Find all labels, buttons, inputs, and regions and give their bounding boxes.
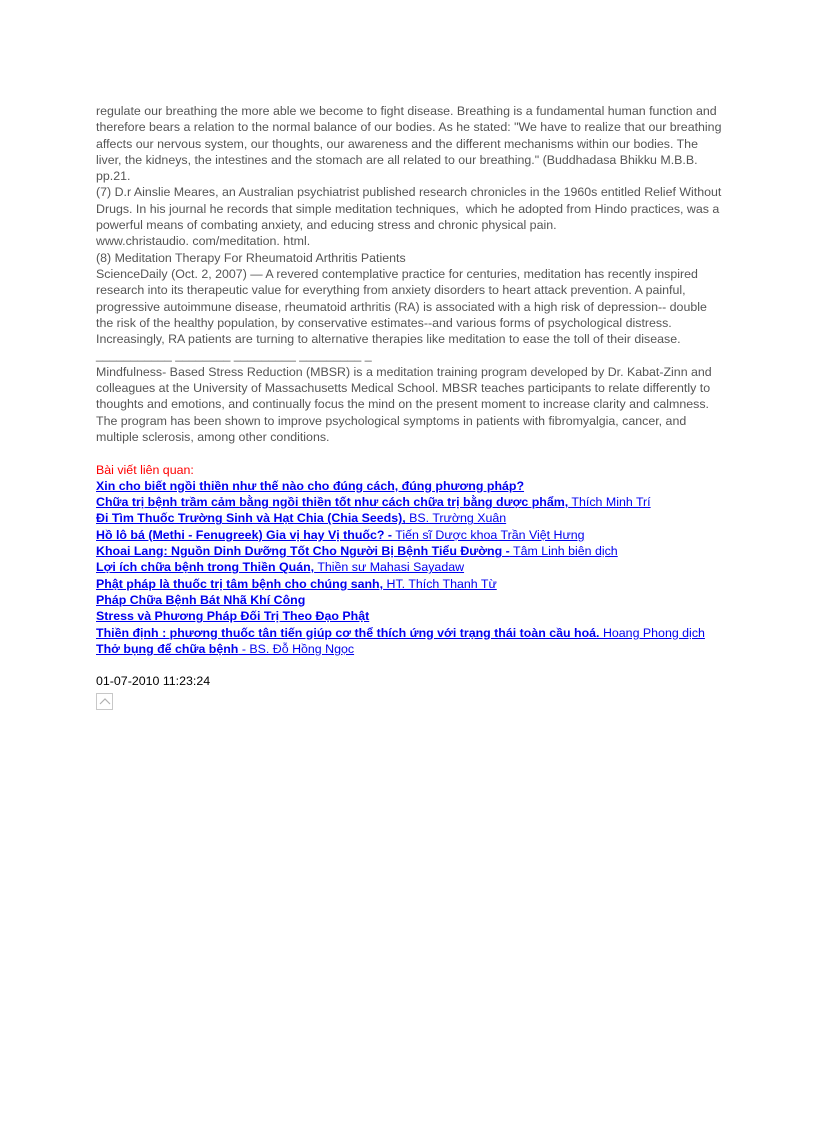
related-item [96,641,726,657]
related-item [96,494,726,510]
related-list [96,478,726,657]
related-link[interactable]: Pháp Chữa Bệnh Bát Nhã Khí Công [96,592,306,607]
related-item [96,592,726,608]
related-item [96,543,726,559]
paragraph-heading-8: (8) Meditation Therapy For Rheumatoid Arthritis Patients [96,250,406,265]
post-timestamp: 01-07-2010 11:23:24 [96,674,211,689]
related-link[interactable]: Chữa trị bệnh trầm cảm bằng ngồi thiền tốt như cách chữa trị bằng dược phẩm, Thích Minh Trí [96,495,651,510]
separator-line: ___________ ________ _________ _________ _ [96,348,372,363]
related-link[interactable]: Thở bụng để chữa bệnh - BS. Đỗ Hồng Ngọc [96,641,355,656]
related-heading: Bài viết liên quan: [96,462,194,477]
paragraph-breathing: regulate our breathing the more able we become to fight disease. Breathing is a fundamental human function and therefore bears a relation to the normal balance of our bodies. As he stated: "We have to realize that our breathing affects our nervous system, our thoughts, our awareness and the different mechanisms within our bodies. The liver, the kidneys, the intestines and the stomach are all related to our breathing." (Buddhadasa Bhikku M.B.B. pp.21. [96,104,725,184]
related-link[interactable]: Stress và Phương Pháp Đối Trị Theo Đạo Phật [96,609,370,624]
related-item [96,608,726,624]
related-link[interactable]: Khoai Lang: Nguồn Dinh Dưỡng Tốt Cho Người Bị Bệnh Tiểu Đường - Tâm Linh biên dịch [96,544,618,559]
back-to-top-button[interactable] [96,693,113,710]
related-link[interactable]: Hồ lô bá (Methi - Fenugreek) Gia vị hay Vị thuốc? - Tiến sĩ Dược khoa Trần Việt Hưng [96,527,585,542]
related-link[interactable]: Đi Tìm Thuốc Trường Sinh và Hạt Chia (Chia Seeds), BS. Trường Xuân [96,511,507,526]
spacer [96,657,726,673]
related-item [96,527,726,543]
related-link[interactable]: Phật pháp là thuốc trị tâm bệnh cho chúng sanh, HT. Thích Thanh Từ [96,576,497,591]
related-item [96,510,726,526]
paragraph-sciencedaily: ScienceDaily (Oct. 2, 2007) — A revered contemplative practice for centuries, meditation has recently inspired research into its therapeutic value for everything from anxiety disorders to heart attack prevention. A painful, progressive autoimmune disease, rheumatoid arthritis (RA) is associated with a high risk of depression-- double the risk of the healthy population, by conservative estimates--and various forms of psychological distress. Increasingly, RA patients are turning to alternative therapies like meditation to ease the toll of their disease. [96,266,711,347]
paragraph-url: www.christaudio. com/meditation. html. [96,234,311,249]
caret-up-icon [99,697,111,705]
related-link[interactable]: Xin cho biết ngồi thiền như thế nào cho đúng cách, đúng phương pháp? [96,478,525,493]
paragraph-meares: (7) D.r Ainslie Meares, an Australian psychiatrist published research chronicles in the 1960s entitled Relief Without Drugs. In his journal he records that simple meditation techniques, which he adopted from Hindo practices, was a powerful means of combating anxiety, and educing stress and chronic physical pain. [96,185,725,233]
related-item [96,625,726,641]
related-link[interactable]: Lợi ích chữa bệnh trong Thiền Quán, Thiền sư Mahasi Sayadaw [96,560,465,575]
related-link[interactable]: Thiền định : phương thuốc tân tiến giúp cơ thể thích ứng với trạng thái toàn cầu hoá. Hoang Phong dịch [96,625,705,640]
related-item [96,478,726,494]
related-item [96,576,726,592]
footnote-mbsr: Mindfulness- Based Stress Reduction (MBSR) is a meditation training program developed by Dr. Kabat-Zinn and colleagues at the University of Massachusetts Medical School. MBSR teaches participants to relate differently to thoughts and emotions, and continually focus the mind on the present moment to increase clarity and calmness. The program has been shown to improve psychological symptoms in patients with fibromyalgia, cancer, and multiple sclerosis, among other conditions. [96,364,716,444]
spacer [96,445,726,461]
article-body [96,103,726,710]
related-item [96,559,726,575]
